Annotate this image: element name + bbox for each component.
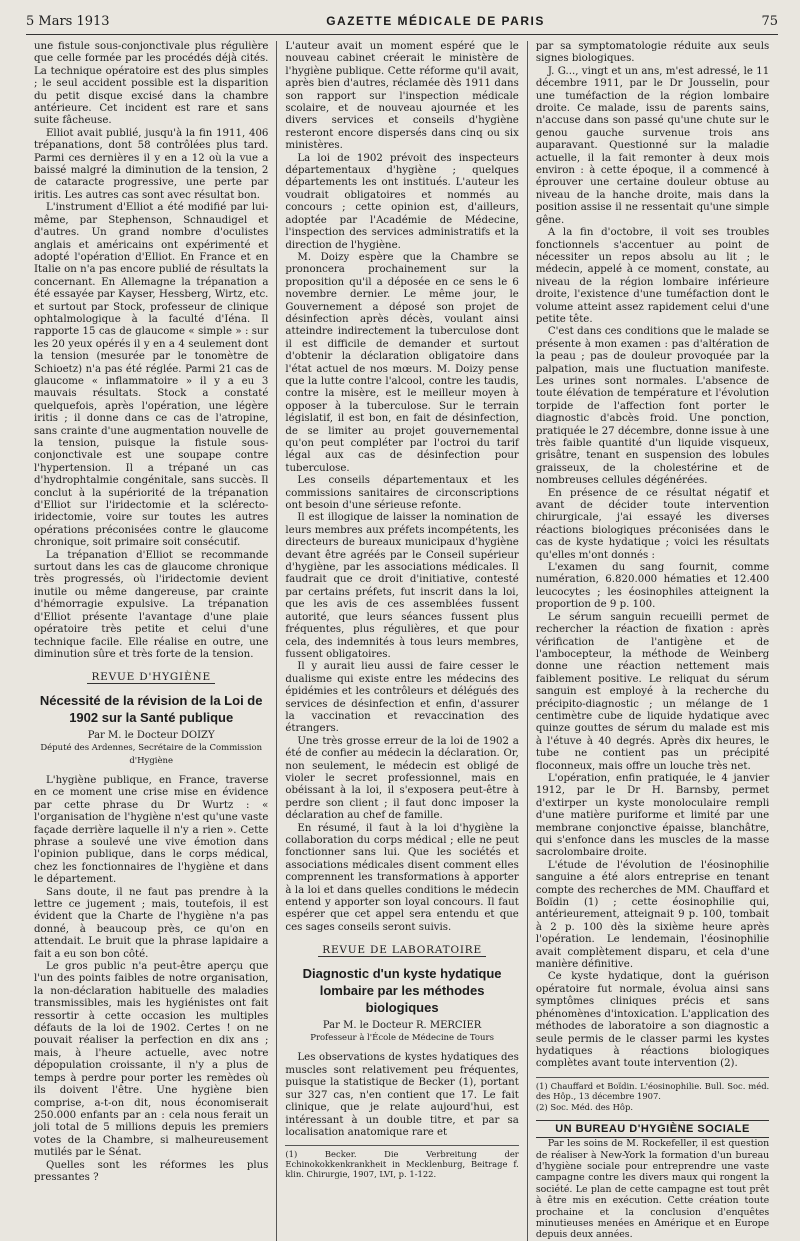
paragraph: Elliot avait publié, jusqu'à la fin 1911, 406 trépanations, dont 58 contrôlées plus tard. Parmi ces dernières il y en a 12 où la vue a baissé malgré la diminution de la tension, 2 de cataracte progressive, une perte par iritis. Les autres cas sont avec résultat bon.	[34, 127, 269, 201]
paragraph: Il est illogique de laisser la nomination de leurs membres aux préfets incompétents, les directeurs de bureaux municipaux d'hygiène devant être agréés par le Conseil supérieur d'hygiène, par les associations médicales. Il faudrait que ce droit d'initiative, contesté par certains préfets, fut inscrit dans la loi, que les avis de ces assemblées fussent autorité, que leurs séances fussent plus fréquentes, plus régulières, et que pour cela, des indemnités à tous leurs membres, fussent obligatoires.	[285, 512, 519, 660]
columns	[26, 41, 778, 1241]
paragraph: Le gros public n'a peut-être aperçu que l'un des points faibles de notre organisation, la non-déclaration habituelle des maladies transmissibles, mais les hygiénistes ont fait ressortir à cette occasion les multiples défauts de la loi de 1902. Certes ! on ne pouvait réaliser la perfection en dix ans ; mais, à l'heure actuelle, avec notre dépopulation croissante, il n'y a plus de temps à perdre pour porter les remèdes où ils doivent l'être. Une hygiène bien comprise, a-t-on dit, nous économiserait 250.000 enfants par an : cela nous ferait un joli total de 5 millions depuis les premiers votes de la Chambre, si malheureusement mutilés par le Sénat.	[34, 961, 269, 1159]
paragraph: Il y aurait lieu aussi de faire cesser le dualisme qui existe entre les médecins des épidémies et les contrôleurs et délégués des services de désinfection et enfin, d'assurer la vaccination et revaccination des étrangers.	[285, 661, 519, 735]
section-heading: REVUE D'HYGIÈNE	[34, 671, 268, 683]
footnote: (1) Becker. Die Verbreitung der Echinokokkenkrankheit in Mecklenburg, Beitrage f. klin. Chirurgie, 1907, LVI, p. 1-122.	[285, 1149, 519, 1180]
paragraph: L'examen du sang fournit, comme numération, 6.820.000 hématies et 12.400 leucocytes ; les éosinophiles atteignent la proportion de 9 p. 100.	[535, 562, 770, 611]
news-box-text: Par les soins de M. Rockefeller, il est question de réaliser à New-York la formation d'un bureau d'hygiène sociale pour entreprendre une vaste campagne contre les divers maux qui rongent la société. Le plan de cette campagne est tout prêt à être mis en exécution. Cette création toute prochaine et la conclusion d'enquêtes minutieuses menées en Amérique et en Europe depuis deux années.	[535, 1138, 770, 1241]
paragraph: Les conseils départementaux et les commissions sanitaires de circonscriptions ont besoin d'une sérieuse refonte.	[285, 475, 519, 512]
footnote: (1) Chauffard et Boïdin. L'éosinophilie. Bull. Soc. méd. des Hôp., 13 décembre 1907.	[535, 1080, 770, 1101]
section-heading: REVUE DE LABORATOIRE	[285, 944, 518, 956]
paragraph: Sans doute, il ne faut pas prendre à la lettre ce jugement ; mais, toutefois, il est évident que la Charte de l'hygiène n'a pas donné, à beaucoup près, ce qu'on en attendait. Le bruit que la phrase lapidaire a fait a eu son bon côté.	[34, 886, 269, 960]
article-author: Par M. le Docteur DOIZY	[87, 729, 215, 741]
article-author: Par M. le Docteur R. MERCIER	[322, 1019, 482, 1031]
issue-date: 5 Mars 1913	[26, 14, 110, 29]
paragraph: La trépanation d'Elliot se recommande surtout dans les cas de glaucome chronique très progressés, où l'iridectomie devient inutile ou même dangereuse, par crainte d'hémorragie expulsive. La trépanation d'Elliot présente l'avantage d'une plaie opératoire très petite et celui d'une technique facile. Elle réalise en outre, une diminution sûre et très forte de la tension.	[34, 549, 269, 660]
running-header	[26, 14, 778, 35]
paragraph: par sa symptomatologie réduite aux seuls signes biologiques.	[535, 41, 770, 65]
paragraph: L'étude de l'évolution de l'éosinophilie sanguine a été alors entreprise en tenant compte des recherches de MM. Chauffard et Boïdin (1) ; cette éosinophilie qui, antérieurement, atteignait 9 p. 100, tombait à 2 p. 100 dès la sixième heure après l'opération. Le lendemain, l'éosinophilie avait complètement disparu, et cela d'une manière définitive.	[535, 859, 770, 971]
footnotes	[285, 1145, 518, 1179]
author-affiliation: Professeur à l'École de Médecine de Tours	[310, 1033, 494, 1044]
column-2	[276, 41, 526, 1241]
article-title: Nécessité de la révision de la Loi de 1902 sur la Santé publique	[39, 692, 263, 725]
paragraph: A la fin d'octobre, il voit ses troubles fonctionnels s'accentuer au point de nécessiter un repos absolu au lit ; le médecin, appelé à ce moment, constate, au niveau de la région lombaire inférieure droite, l'existence d'une tuméfaction dont le volume atteint assez rapidement celui d'une petite tête.	[535, 227, 770, 325]
paragraph: Une très grosse erreur de la loi de 1902 a été de confier au médecin la déclaration. Or, non seulement, le médecin est obligé de violer le secret professionnel, mais en obéissant à la loi, il s'exposera peut-être à perdre son client ; il faut donc imposer la déclaration au chef de famille.	[285, 735, 519, 822]
paragraph: L'opération, enfin pratiquée, le 4 janvier 1912, par le Dr H. Barnsby, permet d'extirper un kyste monoloculaire rempli d'une matière puriforme et limité par une membrane conjonctive épaisse, blanchâtre, qui s'enfonce dans les muscles de la masse sacrolombaire droite.	[535, 772, 770, 859]
paragraph: La loi de 1902 prévoit des inspecteurs départementaux d'hygiène ; quelques départements les ont institués. L'auteur les voudrait obligatoires et nommés au concours ; cette opinion est, d'ailleurs, adoptée par l'Académie de Médecine, l'inspection des services administratifs et la direction de l'hygiène.	[285, 152, 519, 251]
news-box-title: UN BUREAU D'HYGIÈNE SOCIALE	[536, 1120, 769, 1138]
paragraph: L'auteur avait un moment espéré que le nouveau cabinet créerait le ministère de l'hygiène publique. Cette réforme qu'il avait, après bien d'autres, réclamée dès 1911 dans son rapport sur l'inspection médicale scolaire, et de nouveau ajournée et les divers services et conseils d'hygiène resteront encore dispersés dans cinq ou six ministères.	[285, 41, 519, 152]
paragraph: J. G..., vingt et un ans, m'est adressé, le 11 décembre 1911, par le Dr Jousselin, pour une tuméfaction de la région lombaire droite. Ce malade, issu de parents sains, n'accuse dans son passé qu'une chute sur le genou gauche survenue trois ans auparavant. Questionné sur la maladie actuelle, il la fait remonter à deux mois environ : à cette époque, il a commencé à éprouver une certaine douleur obtuse au niveau de la hanche droite, mais dans la position assise il ne ressentait qu'une simple gêne.	[535, 65, 770, 226]
article-title: Diagnostic d'un kyste hydatique lombaire par les méthodes biologiques	[302, 965, 502, 1015]
footnotes	[536, 1077, 769, 1112]
paragraph: L'hygiène publique, en France, traverse en ce moment une crise mise en évidence par cette phrase du Dr Wurtz : « l'organisation de l'hygiène n'est qu'une vaste façade derrière laquelle il n'y a rien ». Cette phrase a soulevé une vive émotion dans l'opinion publique, dans le corps médical, chez les fonctionnaires de l'hygiène et dans le département.	[34, 774, 269, 886]
paragraph: En présence de ce résultat négatif et avant de décider toute intervention chirurgicale, j'ai essayé les diverses réactions biologiques préconisées dans le cas de kyste hydatique ; voici les résultats qu'elles m'ont donnés :	[535, 487, 770, 561]
paragraph: une fistule sous-conjonctivale plus régulière que celle formée par les procédés déjà cités. La technique opératoire est des plus simples ; le seul accident possible est la disparition du petit disque excisé dans la chambre antérieure. Cet incident est rare et sans suite fâcheuse.	[34, 41, 269, 127]
column-1	[26, 41, 276, 1241]
footnote: (2) Soc. Méd. des Hôp.	[535, 1101, 633, 1112]
journal-title: GAZETTE MÉDICALE DE PARIS	[326, 14, 545, 28]
paragraph: Quelles sont les réformes les plus pressantes ?	[34, 1159, 269, 1183]
author-affiliation: Député des Ardennes, Secrétaire de la Commission d'Hygiène	[40, 743, 263, 766]
paragraph: Les observations de kystes hydatiques des muscles sont relativement peu fréquentes, puisque la statistique de Becker (1), portant sur 327 cas, n'en contient que 17. Le fait clinique, que je relate aujourd'hui, est intéressant à un double titre, et par sa localisation anatomique rare et	[285, 1052, 519, 1138]
paragraph: Ce kyste hydatique, dont la guérison opératoire fut normale, évolua ainsi sans symptômes cliniques précis et sans phénomènes d'intoxication. L'application des méthodes de laboratoire a son diagnostic a seule permis de le classer parmi les kystes hydatiques à réactions biologiques complètes avant toute intervention (2).	[535, 971, 770, 1070]
paragraph: Le sérum sanguin recueilli permet de rechercher la réaction de fixation : après vérification de l'antigène et de l'ambocepteur, la méthode de Weinberg donne une réaction nettement mais faiblement positive. Le reliquat du sérum sanguin est employé à la recherche du précipito-diagnostic ; un mélange de 1 centimètre cube de liquide hydatique avec quinze gouttes de sérum du malade est mis à l'étuve à 40 degrés. Après dix heures, le tube ne contient pas un précipité floconneux, mais offre un louche très net.	[535, 611, 770, 772]
paragraph: M. Doizy espère que la Chambre se prononcera prochainement sur la proposition qu'il a déposée en ce sens le 6 novembre dernier. Le même jour, le Gouvernement a déposé son projet de désinfection après décès, voulant ainsi atteindre indirectement la tuberculose dont il est difficile de demander et surtout d'obtenir la déclaration obligatoire dans l'état actuel de nos mœurs. M. Doizy pense que la lutte contre l'alcool, contre les taudis, contre la misère, est le meilleur moyen à opposer à la tuberculose. Sur le terrain législatif, il est bon, en fait de désinfection, de se limiter au projet gouvernemental qu'on peut compléter par l'octroi du tarif légal aux cas de désinfection pour tuberculose.	[285, 251, 519, 474]
paragraph: C'est dans ces conditions que le malade se présente à mon examen : pas d'altération de la peau ; pas de douleur provoquée par la palpation, mais une fluctuation manifeste. Les urines sont normales. L'absence de toute élévation de température et l'évolution torpide de l'affection font porter le diagnostic d'abcès froid. Une ponction, pratiquée le 27 décembre, donne issue à une très faible quantité d'un liquide visqueux, grisâtre, tenant en suspension des lobules graisseux, de la cholestérine et de nombreuses cellules dégénérées.	[535, 326, 770, 487]
paragraph: L'instrument d'Elliot a été modifié par lui-même, par Stephenson, Schnaudigel et d'autres. Un grand nombre d'oculistes anglais et américains ont expérimenté et adopté l'opération d'Elliot. En France et en Italie on n'a pas encore publié de résultats la concernant. En Allemagne la trépanation a été essayée par Kayser, Hessberg, Wirtz, etc. et surtout par Stock, professeur de clinique ophtalmologique à la faculté d'Iéna. Il rapporte 15 cas de glaucome « simple » : sur les 20 yeux opérés il y en a 4 seulement dont la tension (mesurée par le tonomètre de Schioetz) n'a pas été réglée. Parmi 21 cas de glaucome « inflammatoire » il y a eu 3 mauvais résultats. Stock a constaté quelquefois, après l'opération, une légère iritis ; il donne dans ce cas de l'atropine, sans crainte d'une augmentation nouvelle de la tension, puisque la fistule sous-conjonctivale est une soupape contre l'hypertension. Il a trépané un cas d'hydrophtalmie congénitale, sans succès. Il conclut à la supériorité de la trépanation d'Elliot sur l'iridectomie et la sclérecto-iridectomie, voire sur toutes les autres opérations préconisées contre le glaucome chronique, soit primaire soit consécutif.	[34, 202, 269, 549]
page-number: 75	[761, 14, 778, 29]
paragraph: En résumé, il faut à la loi d'hygiène la collaboration du corps médical ; elle ne peut fonctionner sans lui. Que les sociétés et associations médicales disent comment elles comprennent les transformations à apporter à la loi et dans quelles conditions le médecin entend y apporter son loyal concours. Il faut espérer que cet appel sera entendu et que ces sages conseils seront suivis.	[285, 822, 519, 933]
column-3	[527, 41, 777, 1241]
